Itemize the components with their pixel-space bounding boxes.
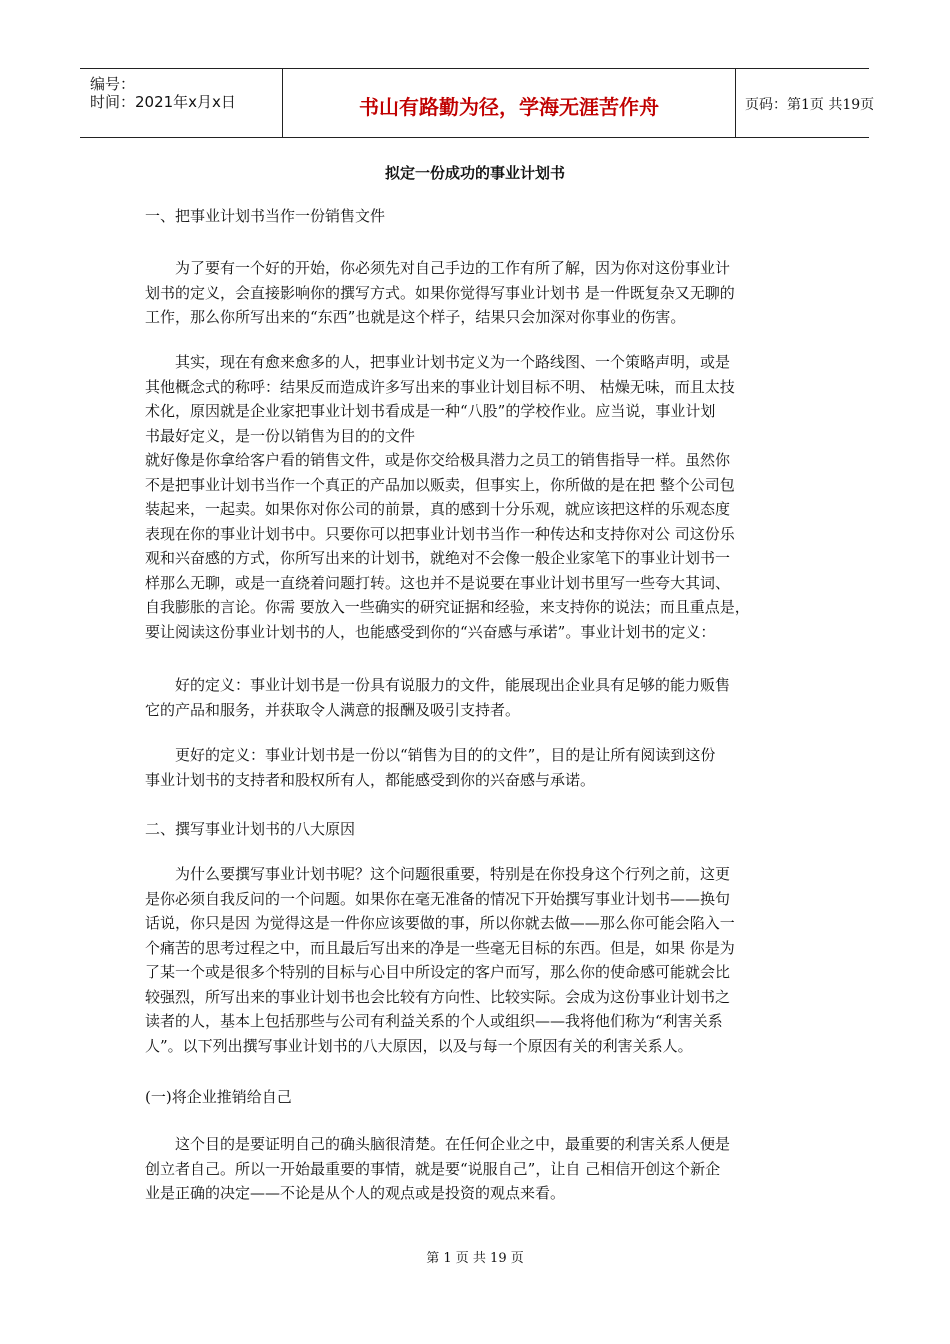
document-time-label: 时间：2021年x月x日 [90, 93, 236, 111]
page-footer: 第 1 页 共 19 页 [426, 1251, 524, 1266]
text-line: 这个目的是要证明自己的确头脑很清楚。在任何企业之中，最重要的利害关系人便是 [145, 1135, 731, 1153]
paragraph [145, 350, 825, 644]
header-page-info: 页码：第1页 共19页 [745, 97, 875, 113]
text-line: 它的产品和服务，并获取令人满意的报酬及吸引支持者。 [145, 700, 521, 719]
text-line: 话说，你只是因 为觉得这是一件你应该要做的事，所以你就去做——那么你可能会陷入一 [145, 914, 735, 932]
text-line: 其他概念式的称呼：结果反而造成许多写出来的事业计划目标不明、 枯燥无味，而且太技 [145, 377, 735, 396]
text-line: 创立者自己。所以一开始最重要的事情，就是要“说服自己”，让自 己相信开创这个新企 [145, 1159, 721, 1178]
text-line: 术化，原因就是企业家把事业计划书看成是一种“八股”的学校作业。应当说，事业计划 [145, 402, 716, 420]
paragraph [145, 1132, 825, 1206]
section-heading [145, 204, 825, 229]
header-motto: 书山有路勤为径，学海无涯苦作舟 [359, 95, 659, 119]
text-line: 是你必须自我反问的一个问题。如果你在毫无准备的情况下开始撰写事业计划书——换句 [145, 889, 731, 908]
text-line: 二、撰写事业计划书的八大原因 [145, 820, 356, 838]
paragraph [145, 673, 825, 722]
text-line: 读者的人，基本上包括那些与公司有利益关系的个人或组织——我将他们称为“利害关系 [145, 1012, 723, 1030]
text-line: 较强烈，所写出来的事业计划书也会比较有方向性、比较实际。会成为这份事业计划书之 [145, 987, 731, 1006]
text-line: 观和兴奋感的方式，你所写出来的计划书，就绝对不会像一般企业家笔下的事业计划书一 [145, 549, 731, 567]
header-motto-cell [282, 69, 736, 137]
text-line: 更好的定义：事业计划书是一份以“销售为目的的文件”，目的是让所有阅读到这份 [145, 746, 716, 764]
text-line: 样那么无聊，或是一直绕着问题打转。这也并不是说要在事业计划书里写一些夸大其词、 [145, 573, 731, 592]
document-title: 拟定一份成功的事业计划书 [384, 164, 565, 182]
text-line: 为了要有一个好的开始，你必须先对自己手边的工作有所了解，因为你对这份事业计 [145, 259, 731, 277]
header-meta-cell [80, 69, 282, 137]
paragraph [145, 256, 825, 330]
paragraph [145, 862, 825, 1058]
text-line: 表现在你的事业计划书中。只要你可以把事业计划书当作一种传达和支持你对公 司这份乐 [145, 524, 735, 543]
text-line: 书最好定义，是一份以销售为目的的文件 [145, 426, 416, 445]
text-line: 了某一个或是很多个特别的目标与心目中所设定的客户而写，那么你的使命感可能就会比 [145, 963, 731, 981]
header-page-cell [735, 69, 875, 137]
text-line: 事业计划书的支持者和股权所有人，都能感受到你的兴奋感与承诺。 [145, 770, 596, 789]
text-line: (一)将企业推销给自己 [145, 1088, 292, 1106]
page-header [80, 68, 875, 138]
text-line: 装起来，一起卖。如果你对你公司的前景，真的感到十分乐观，就应该把这样的乐观态度 [145, 500, 731, 518]
text-line: 就好像是你拿给客户看的销售文件，或是你交给极具潜力之员工的销售指导一样。虽然你 [145, 451, 731, 469]
text-line: 个痛苦的思考过程之中，而且最后写出来的净是一些毫无目标的东西。但是，如果 你是为 [145, 938, 735, 957]
text-line: 划书的定义，会直接影响你的撰写方式。如果你觉得写事业计划书 是一件既复杂又无聊的 [145, 283, 735, 302]
text-line: 自我膨胀的言论。你需 要放入一些确实的研究证据和经验，来支持你的说法；而且重点是， [145, 598, 750, 616]
section-heading [145, 817, 825, 842]
text-line: 业是正确的决定——不论是从个人的观点或是投资的观点来看。 [145, 1184, 566, 1202]
text-line: 好的定义：事业计划书是一份具有说服力的文件，能展现出企业具有足够的能力贩售 [145, 676, 731, 694]
subsection-heading [145, 1085, 825, 1110]
text-line: 人”。以下列出撰写事业计划书的八大原因，以及与每一个原因有关的利害关系人。 [145, 1036, 693, 1055]
text-line: 为什么要撰写事业计划书呢？这个问题很重要，特别是在你投身这个行列之前，这更 [145, 865, 731, 883]
document-number-label: 编号： [90, 75, 136, 93]
text-line: 其实，现在有愈来愈多的人，把事业计划书定义为一个路线图、一个策略声明，或是 [145, 353, 731, 371]
paragraph [145, 743, 825, 792]
text-line: 工作，那么你所写出来的“东西”也就是这个样子，结果只会加深对你事业的伤害。 [145, 308, 686, 326]
text-line: 一、把事业计划书当作一份销售文件 [145, 207, 386, 225]
text-line: 要让阅读这份事业计划书的人，也能感受到你的“兴奋感与承诺”。事业计划书的定义： [145, 622, 716, 641]
text-line: 不是把事业计划书当作一个真正的产品加以贩卖，但事实上，你所做的是在把 整个公司包 [145, 475, 735, 494]
